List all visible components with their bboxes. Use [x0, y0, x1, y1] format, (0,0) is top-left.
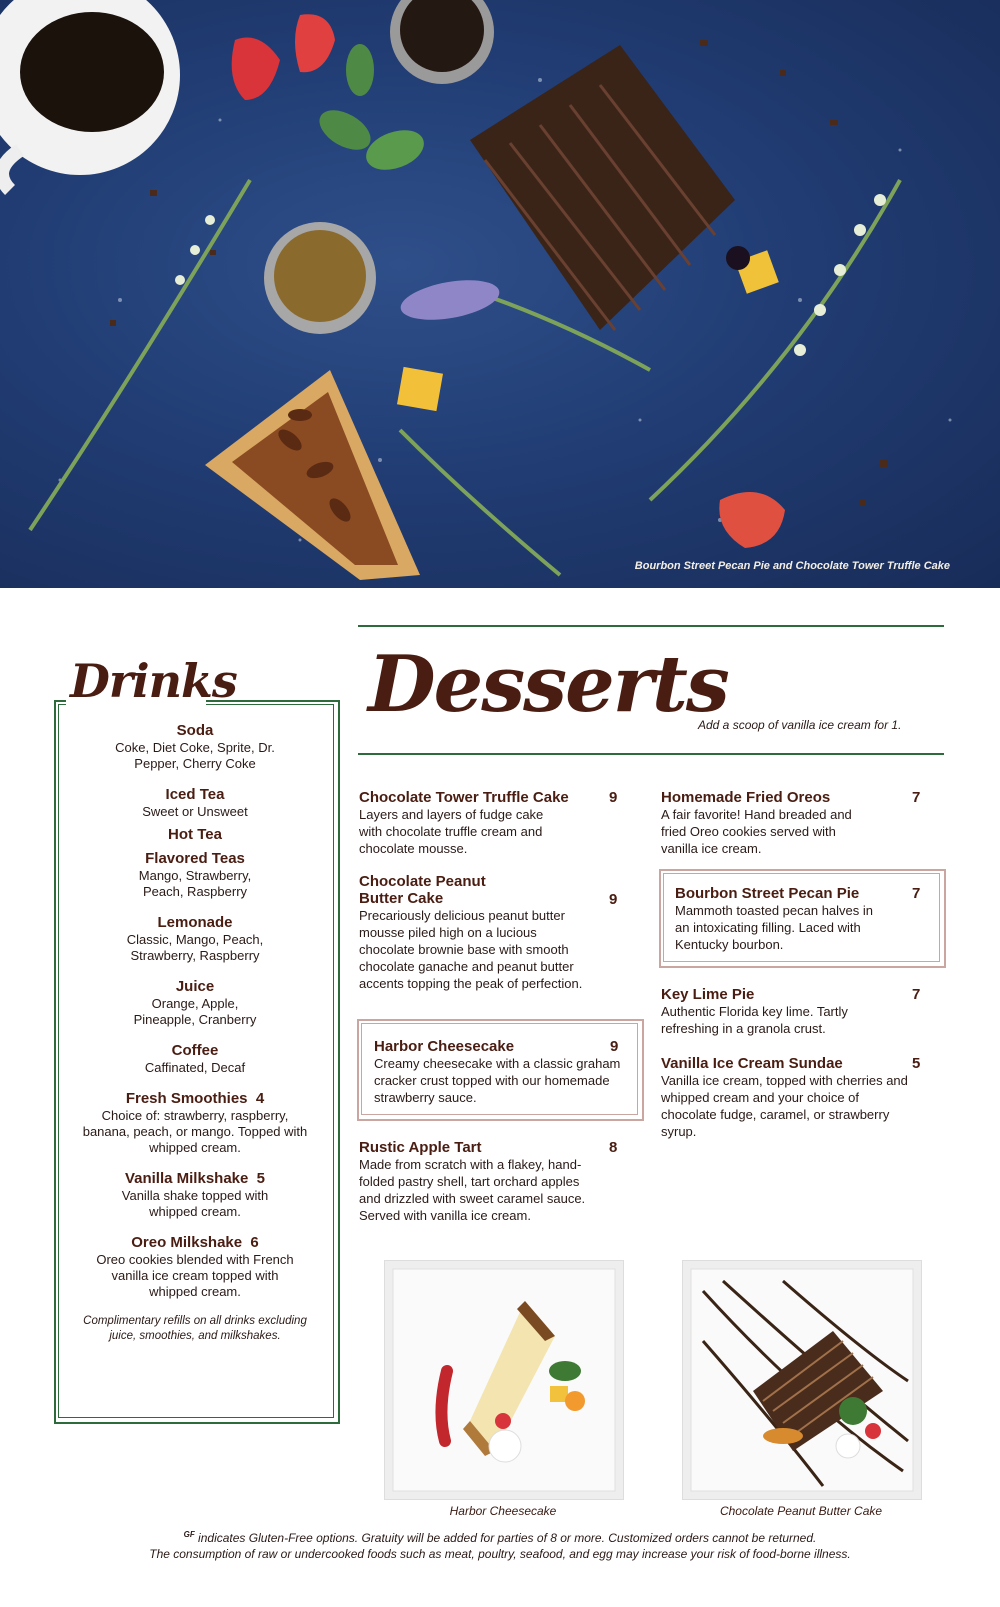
dessert-item: [359, 789, 609, 857]
dessert-desc: Vanilla ice cream, topped with cherries and whipped cream and your choice of chocolate fudge, caramel, or strawberry syrup.: [661, 1073, 908, 1139]
footer-line-2: The consumption of raw or undercooked foods such as meat, poultry, seafood, and egg may increase your risk of food-borne illness.: [149, 1547, 851, 1561]
desserts-note: Add a scoop of vanilla ice cream for 1.: [698, 718, 902, 732]
gluten-free-mark: GF: [183, 1530, 195, 1539]
drinks-list: [60, 722, 330, 1344]
dessert-desc: Precariously delicious peanut butter mousse piled high on a lucious chocolate brownie base with smooth chocolate ganache and peanut butter accents topping the peak of perfection.: [359, 908, 583, 991]
dessert-item: [374, 1038, 624, 1106]
cheesecake-illustration: [385, 1261, 623, 1499]
dessert-item: [359, 1139, 609, 1224]
drink-item: [60, 1170, 330, 1220]
drink-name: Iced Tea: [165, 786, 225, 803]
photo-chocolate-peanut-butter-cake: [682, 1260, 922, 1500]
dessert-item: [675, 885, 925, 953]
drink-desc: Oreo cookies blended with French vanilla ice cream topped with whipped cream.: [96, 1252, 294, 1299]
dessert-name: Chocolate Tower Truffle Cake: [359, 789, 569, 806]
dessert-desc: Mammoth toasted pecan halves in an intoxicating filling. Laced with Kentucky bourbon.: [675, 903, 873, 952]
dessert-desc: Authentic Florida key lime. Tartly refreshing in a granola crust.: [661, 1004, 848, 1036]
drink-item: [60, 826, 330, 844]
drink-desc: Classic, Mango, Peach, Strawberry, Raspberry: [126, 932, 264, 963]
drink-item: [60, 786, 330, 820]
drink-name: Lemonade: [157, 914, 233, 931]
dessert-desc: Creamy cheesecake with a classic graham cracker crust topped with our homemade strawberry sauce.: [374, 1056, 621, 1105]
drink-desc: Caffinated, Decaf: [144, 1060, 246, 1075]
dessert-name: Rustic Apple Tart: [359, 1139, 482, 1156]
drink-item: [60, 1042, 330, 1076]
desserts-top-rule: [358, 625, 944, 627]
hero-photo: [0, 0, 1000, 588]
desserts-bottom-rule: [358, 753, 944, 755]
drink-name: Hot Tea: [168, 826, 222, 843]
drink-item: [60, 1090, 330, 1156]
dessert-item: [661, 1055, 911, 1140]
dessert-desc: Layers and layers of fudge cake with chocolate truffle cream and chocolate mousse.: [359, 807, 544, 856]
hero-photo-illustration: [0, 0, 1000, 588]
drink-item: [60, 1234, 330, 1300]
drink-name: Flavored Teas: [145, 850, 245, 867]
photo-caption: Chocolate Peanut Butter Cake: [719, 1504, 883, 1518]
photo-caption: Harbor Cheesecake: [449, 1504, 557, 1518]
dessert-price: 7: [912, 986, 921, 1003]
drinks-title: Drinks: [70, 654, 237, 708]
dessert-price: 7: [912, 885, 921, 902]
drink-name: Juice: [175, 978, 215, 995]
dessert-desc: Made from scratch with a flakey, hand-folded pastry shell, tart orchard apples and drizzled with sweet caramel sauce. Served with vanilla ice cream.: [359, 1157, 586, 1223]
footer: [0, 1527, 1000, 1562]
dessert-price: 9: [609, 891, 618, 908]
dessert-price: 8: [609, 1139, 618, 1156]
drink-desc: Sweet or Unsweet: [142, 804, 248, 819]
drink-desc: Mango, Strawberry, Peach, Raspberry: [138, 868, 252, 899]
dessert-item: [661, 986, 911, 1037]
dessert-name: Homemade Fried Oreos: [661, 789, 831, 806]
dessert-price: 9: [609, 789, 618, 806]
dessert-price: 7: [912, 789, 921, 806]
desserts-title: Desserts: [368, 639, 728, 730]
dessert-name: Chocolate Peanut Butter Cake: [359, 873, 486, 907]
dessert-name: Vanilla Ice Cream Sundae: [661, 1055, 843, 1072]
footer-text-1: indicates Gluten-Free options. Gratuity will be added for parties of 8 or more. Customized orders cannot be returned.: [194, 1531, 817, 1545]
drink-desc: Vanilla shake topped with whipped cream.: [121, 1188, 269, 1219]
photo-harbor-cheesecake: [384, 1260, 624, 1500]
drink-desc: Orange, Apple, Pineapple, Cranberry: [133, 996, 257, 1027]
drink-item: [60, 850, 330, 900]
dessert-price: 5: [912, 1055, 921, 1072]
dessert-item: [359, 873, 609, 992]
dessert-name: Key Lime Pie: [661, 986, 755, 1003]
chocolate-cake-illustration: [683, 1261, 921, 1499]
dessert-item: [661, 789, 911, 857]
drink-item: [60, 722, 330, 772]
hero-caption: Bourbon Street Pecan Pie and Chocolate Tower Truffle Cake: [634, 560, 950, 572]
drink-item: [60, 978, 330, 1028]
footer-line-1: [0, 1527, 1000, 1546]
drink-desc: Choice of: strawberry, raspberry, banana, peach, or mango. Topped with whipped cream.: [82, 1108, 308, 1155]
dessert-name: Bourbon Street Pecan Pie: [675, 885, 860, 902]
dessert-name: Harbor Cheesecake: [374, 1038, 515, 1055]
drink-item: [60, 914, 330, 964]
drink-name: Oreo Milkshake 6: [131, 1234, 259, 1251]
drink-name: Soda: [176, 722, 214, 739]
drinks-note: Complimentary refills on all drinks excluding juice, smoothies, and milkshakes.: [83, 1315, 307, 1342]
drink-name: Coffee: [171, 1042, 219, 1059]
drink-desc: Coke, Diet Coke, Sprite, Dr. Pepper, Cherry Coke: [115, 740, 275, 771]
drink-name: Vanilla Milkshake 5: [124, 1170, 266, 1187]
dessert-price: 9: [610, 1038, 619, 1055]
dessert-desc: A fair favorite! Hand breaded and fried Oreo cookies served with vanilla ice cream.: [661, 807, 852, 856]
drink-name: Fresh Smoothies 4: [125, 1090, 265, 1107]
